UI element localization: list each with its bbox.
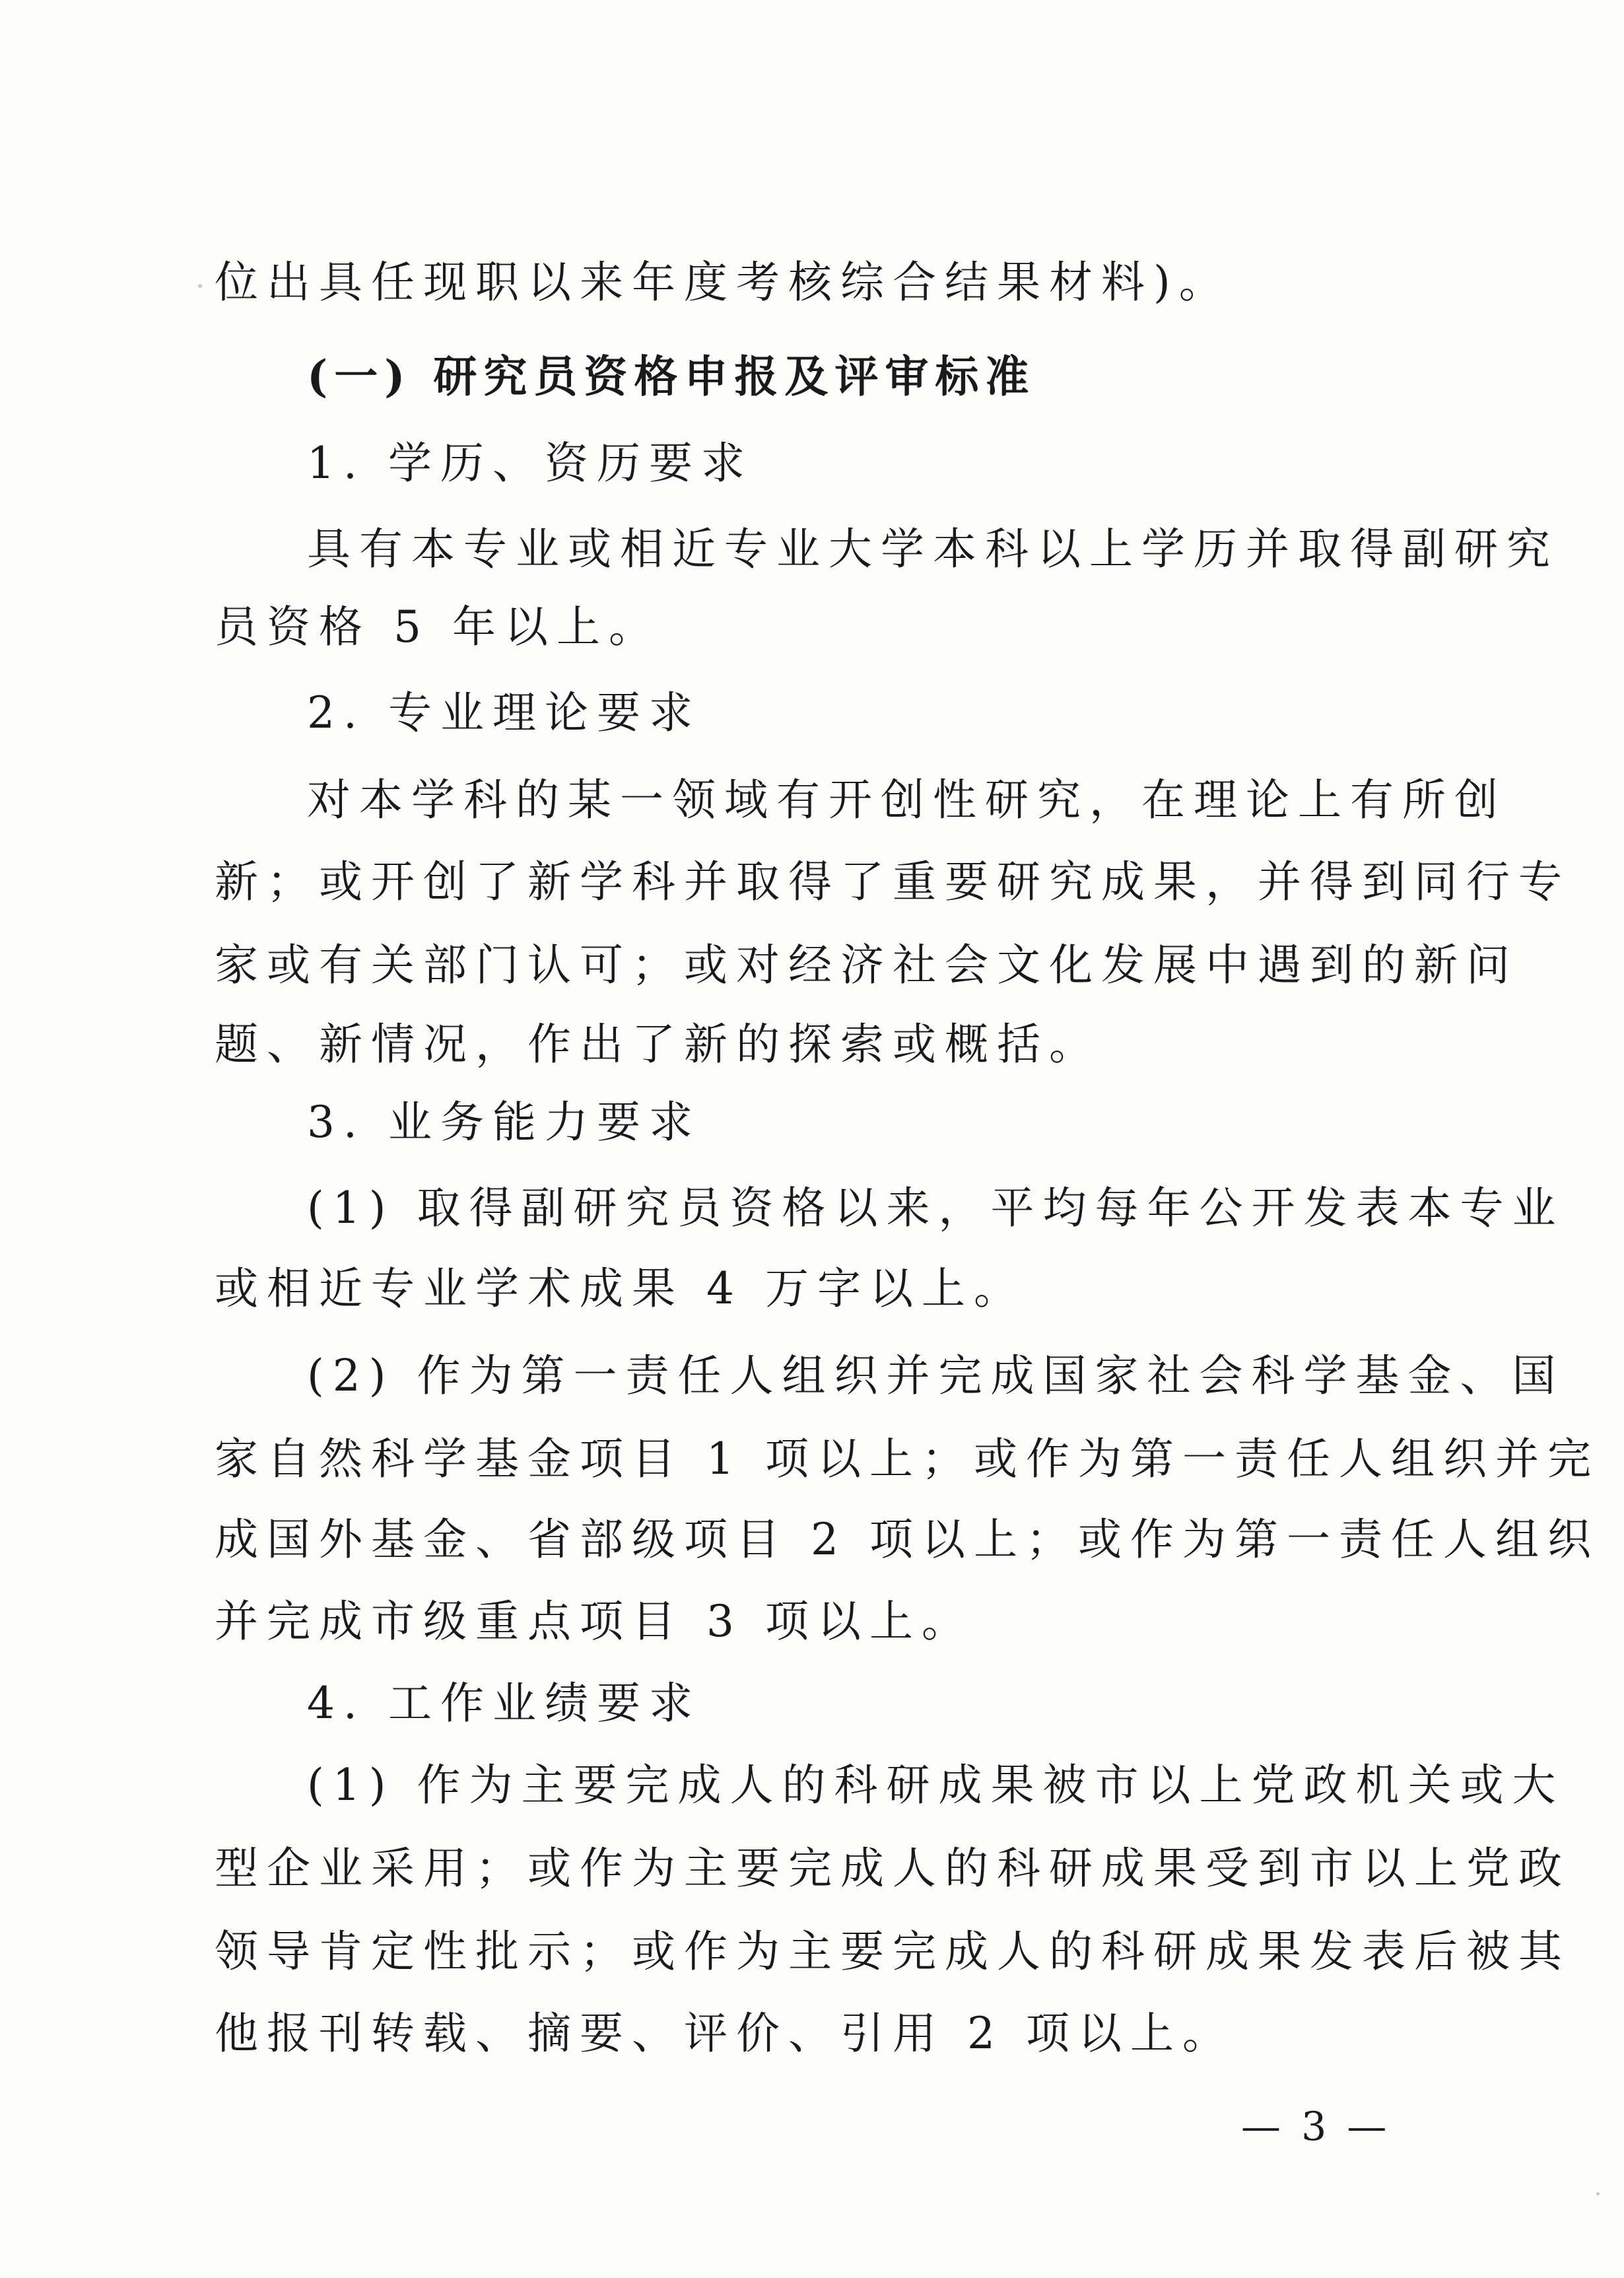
text-line: 型企业采用；或作为主要完成人的科研成果受到市以上党政: [215, 1843, 1571, 1894]
text-line: 他报刊转载、摘要、评价、引用 2 项以上。: [215, 2008, 1235, 2059]
text-line: (2) 作为第一责任人组织并完成国家社会科学基金、国: [307, 1350, 1565, 1401]
text-line: 成国外基金、省部级项目 2 项以上；或作为第一责任人组织: [215, 1514, 1600, 1565]
subsection-heading: 3. 业务能力要求: [307, 1097, 701, 1148]
text-line: 领导肯定性批示；或作为主要完成人的科研成果发表后被其: [215, 1926, 1571, 1977]
section-heading: (一) 研究员资格申报及评审标准: [307, 351, 1036, 402]
text-line: (1) 取得副研究员资格以来，平均每年公开发表本专业: [307, 1183, 1565, 1233]
scan-speck: [198, 284, 202, 288]
text-line: 家自然科学基金项目 1 项以上；或作为第一责任人组织并完: [215, 1433, 1600, 1484]
text-line: 对本学科的某一领域有开创性研究，在理论上有所创: [307, 775, 1506, 825]
text-line: 题、新情况，作出了新的探索或概括。: [215, 1019, 1101, 1070]
text-line: 位出具任现职以来年度考核综合结果材料)。: [215, 257, 1231, 308]
text-line: 具有本专业或相近专业大学本科以上学历并取得副研究: [307, 524, 1559, 574]
text-line: 员资格 5 年以上。: [215, 602, 661, 652]
subsection-heading: 2. 专业理论要求: [307, 687, 701, 738]
scan-speck: [1596, 2192, 1600, 2195]
page-number: — 3 —: [1241, 2104, 1391, 2150]
text-line: 家或有关部门认可；或对经济社会文化发展中遇到的新问: [215, 940, 1518, 990]
text-line: 或相近专业学术成果 4 万字以上。: [215, 1263, 1026, 1314]
text-line: (1) 作为主要完成人的科研成果被市以上党政机关或大: [307, 1760, 1565, 1811]
text-line: 新；或开创了新学科并取得了重要研究成果，并得到同行专: [215, 856, 1571, 907]
subsection-heading: 4. 工作业绩要求: [307, 1678, 701, 1729]
subsection-heading: 1. 学历、资历要求: [307, 438, 753, 489]
text-line: 并完成市级重点项目 3 项以上。: [215, 1596, 974, 1647]
